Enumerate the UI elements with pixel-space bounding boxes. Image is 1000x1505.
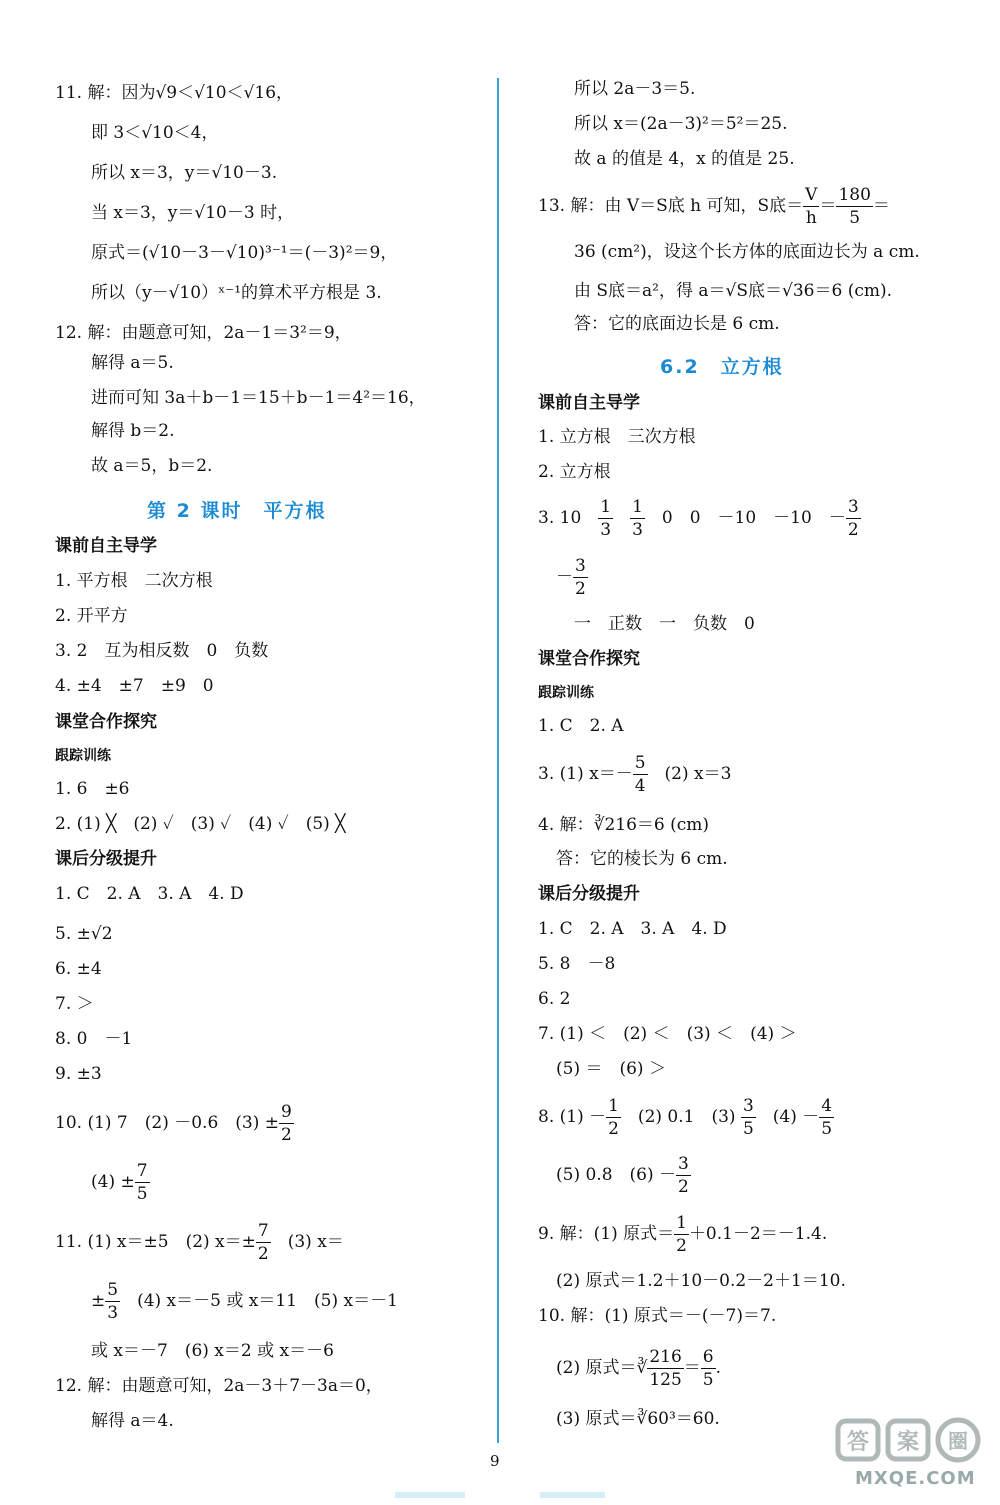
answer-line: 6. 2 (538, 989, 571, 1009)
answer-line: 进而可知 3a＋b－1＝15＋b－1＝4²＝16， (91, 388, 426, 408)
answer-line: － $\frac{3}{2}$ (556, 556, 586, 599)
answer-line: 10. 解：(1) 原式＝－(－7)＝7. (538, 1306, 777, 1326)
section-heading: 课前自主导学 (538, 393, 640, 413)
answer-line: 1. C 2. A (538, 716, 624, 736)
answer-line: 3. 2 互为相反数 0 负数 (55, 641, 269, 661)
answer-line: 10. (1) 7 (2) －0.6 (3) ± $\frac{9}{2}$ (55, 1102, 292, 1145)
bottom-decoration (540, 1492, 605, 1498)
answer-line: 4. ±4 ±7 ±9 0 (55, 676, 214, 696)
answer-line: 所以 2a－3＝5. (574, 79, 696, 99)
fraction: $\frac{3}{5}$ (742, 1096, 754, 1139)
section-title: 第 2 课时 平方根 (147, 500, 327, 522)
answer-line: 或 x＝－7 (6) x＝2 或 x＝－6 (91, 1341, 334, 1361)
subsection-heading: 跟踪训练 (538, 685, 594, 701)
answer-line: (2) 原式＝∛ $\frac{216}{125}$ ＝ $\frac{6}{5}$ . (556, 1347, 722, 1390)
answer-line: 解得 a＝5. (91, 353, 174, 373)
fraction: $\frac{9}{2}$ (281, 1102, 292, 1145)
answer-line: 12. 解：由题意可知，2a－1＝3²＝9， (55, 323, 352, 343)
section-heading: 课后分级提升 (538, 884, 640, 904)
answer-line: (3) 原式＝∛60³＝60. (556, 1409, 720, 1429)
answer-line: (2) 原式＝1.2＋10－0.2－2＋1＝10. (556, 1271, 846, 1291)
subsection-heading: 跟踪训练 (55, 748, 111, 764)
fraction: $\frac{1}{3}$ (632, 497, 643, 540)
watermark-logo-char: 圈 (948, 1429, 968, 1453)
answer-line: 1. C 2. A 3. A 4. D (55, 884, 244, 904)
answer-line: 由 S底＝a²，得 a＝√S底＝√36＝6 (cm). (574, 281, 893, 301)
answer-line: 5. ±√2 (55, 924, 113, 944)
answer-line: 36 (cm²)，设这个长方体的底面边长为 a cm. (574, 242, 920, 262)
answer-line: 原式＝(√10－3－√10)³⁻¹＝(－3)²＝9， (91, 243, 398, 263)
fraction: $\frac{180}{5}$ (838, 185, 871, 228)
fraction: $\frac{3}{2}$ (847, 497, 859, 540)
answer-line: 9. ±3 (55, 1064, 102, 1084)
answer-line: (5) 0.8 (6) － $\frac{3}{2}$ (556, 1154, 689, 1197)
answer-line: ± $\frac{5}{3}$ (4) x＝－5 或 x＝11 (5) x＝－1 (91, 1280, 398, 1323)
watermark-logo-char: 案 (896, 1430, 920, 1455)
fraction: $\frac{216}{125}$ (649, 1347, 682, 1390)
answer-line: 1. 立方根 三次方根 (538, 427, 696, 447)
page-number: 9 (490, 1452, 500, 1470)
fraction: $\frac{7}{5}$ (136, 1161, 148, 1204)
answer-line: 一 正数 一 负数 0 (574, 614, 755, 634)
answer-line: 6. ±4 (55, 959, 102, 979)
answer-line: 答：它的底面边长是 6 cm. (574, 314, 780, 334)
fraction: $\frac{7}{2}$ (257, 1221, 269, 1264)
answer-line: 3. 10 $\frac{1}{3}$ $\frac{1}{3}$ 0 0 －10 －10 － $\frac{3}{2}$ (538, 497, 859, 540)
fraction: $\frac{6}{5}$ (702, 1347, 714, 1390)
answer-line: 2. (1) ╳ (2) ✓ (3) ✓ (4) ✓ (5) ╳ (55, 814, 346, 834)
fraction: $\frac{1}{3}$ (600, 497, 612, 540)
answer-line: 解得 b＝2. (91, 421, 175, 441)
fraction: $\frac{3}{2}$ (678, 1154, 689, 1197)
answer-line: 12. 解：由题意可知，2a－3＋7－3a＝0， (55, 1376, 383, 1396)
fraction: $\frac{1}{2}$ (608, 1096, 619, 1139)
answer-line: 答：它的棱长为 6 cm. (556, 849, 728, 869)
answer-line: 9. 解：(1) 原式＝ $\frac{1}{2}$ ＋0.1－2＝－1.4. (538, 1213, 828, 1256)
watermark-logo-char: 答 (846, 1430, 870, 1455)
fraction: $\frac{5}{3}$ (107, 1280, 119, 1323)
column-divider (497, 78, 499, 1443)
answer-line: 故 a 的值是 4，x 的值是 25. (574, 149, 795, 169)
answer-line: 2. 立方根 (538, 462, 611, 482)
fraction: $\frac{5}{4}$ (634, 753, 646, 796)
answer-line: 1. C 2. A 3. A 4. D (538, 919, 727, 939)
fraction: $\frac{4}{5}$ (821, 1096, 833, 1139)
fraction: $\frac{V}{h}$ (805, 185, 818, 228)
bottom-decoration (395, 1492, 465, 1498)
fraction: $\frac{3}{2}$ (575, 556, 586, 599)
answer-line: 当 x＝3，y＝√10－3 时， (91, 203, 295, 223)
answer-line: 所以 x＝3，y＝√10－3. (91, 163, 278, 183)
answer-line: 8. 0 －1 (55, 1029, 133, 1049)
answer-line: 故 a＝5，b＝2. (91, 456, 213, 476)
section-heading: 课前自主导学 (55, 536, 157, 556)
answer-line: 5. 8 －8 (538, 954, 616, 974)
answer-line: 11. 解：因为√9＜√10＜√16， (55, 83, 294, 103)
fraction: $\frac{1}{2}$ (676, 1213, 687, 1256)
answer-line: (5) ＝ (6) ＞ (556, 1059, 666, 1079)
answer-line: 7. ＞ (55, 994, 94, 1014)
section-heading: 课堂合作探究 (538, 649, 640, 669)
answer-line: 所以 x＝(2a－3)²＝5²＝25. (574, 114, 788, 134)
answer-line: 即 3＜√10＜4， (91, 123, 219, 143)
answer-line: 2. 开平方 (55, 606, 128, 626)
answer-line: 7. (1) ＜ (2) ＜ (3) ＜ (4) ＞ (538, 1024, 797, 1044)
answer-line: 3. (1) x＝－ $\frac{5}{4}$ (2) x＝3 (538, 753, 732, 796)
answer-line: 1. 6 ±6 (55, 779, 130, 799)
answer-line: 13. 解：由 V＝S底 h 可知，S底＝ $\frac{V}{h}$ ＝ $\frac{180}{5}$ ＝ (538, 185, 890, 228)
answer-line: 11. (1) x＝±5 (2) x＝± $\frac{7}{2}$ (3) x＝ (55, 1221, 344, 1264)
answer-line: 8. (1) － $\frac{1}{2}$ (2) 0.1 (3) $\frac{3}{5}$ (4) － $\frac{4}{5}$ (538, 1096, 833, 1139)
section-heading: 课堂合作探究 (55, 712, 157, 732)
answer-line: 1. 平方根 二次方根 (55, 571, 213, 591)
answer-line: (4) ± $\frac{7}{5}$ (91, 1161, 148, 1204)
answer-line: 4. 解：∛216＝6 (cm) (538, 815, 710, 835)
section-heading: 课后分级提升 (55, 849, 157, 869)
watermark-text: MXQE.COM (855, 1468, 976, 1489)
answer-line: 解得 a＝4. (91, 1411, 174, 1431)
section-title: 6.2 立方根 (660, 356, 784, 378)
answer-line: 所以（y－√10）ˣ⁻¹的算术平方根是 3. (91, 283, 382, 303)
